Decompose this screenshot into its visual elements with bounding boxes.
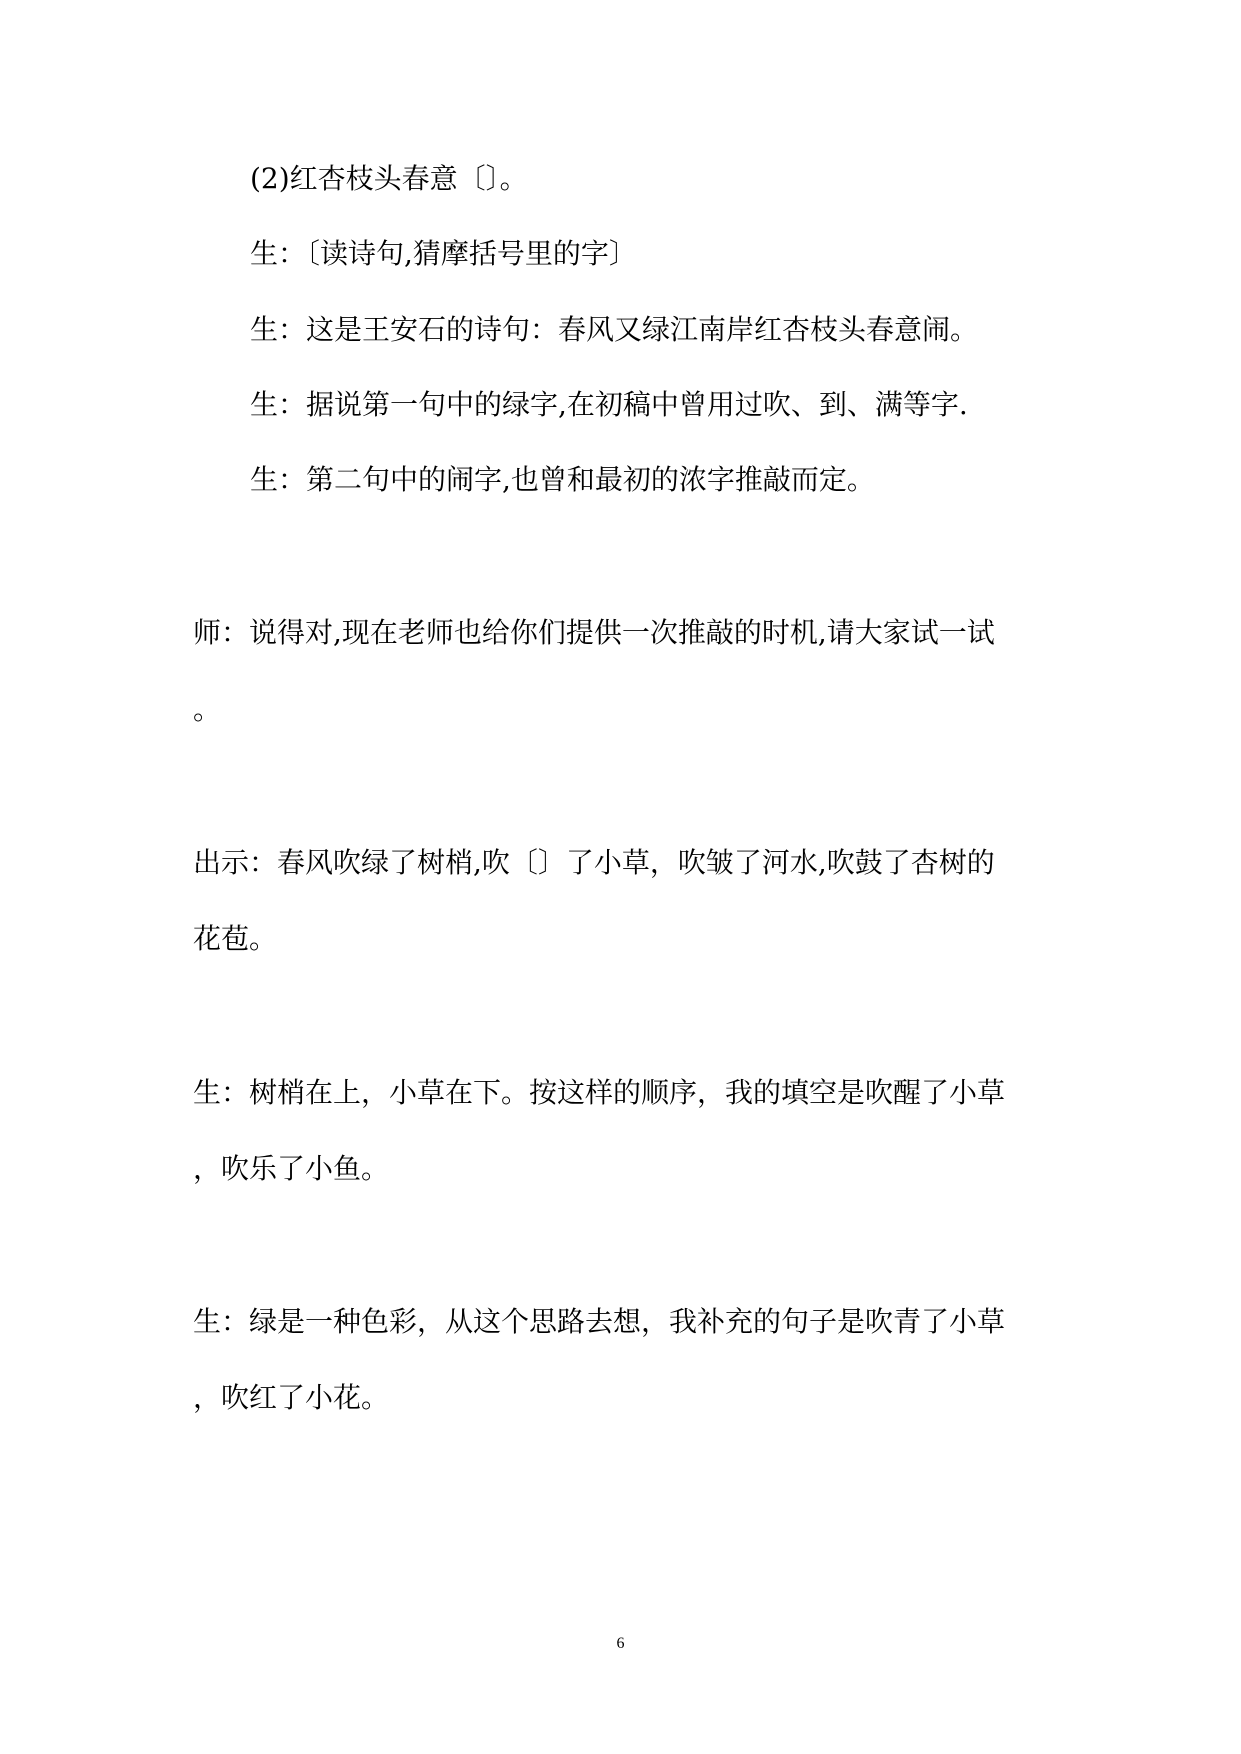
indented-line: 生：这是王安石的诗句：春风又绿江南岸红杏枝头春意闹。	[250, 313, 979, 346]
indented-line: 生：〔读诗句,猜摩括号里的字〕	[250, 237, 637, 270]
paragraph-line: ，吹乐了小鱼。	[193, 1152, 390, 1185]
paragraph-line: 出示：春风吹绿了树梢,吹〔〕了小草，吹皱了河水,吹鼓了杏树的	[193, 846, 995, 879]
paragraph-line: 生：树梢在上，小草在下。按这样的顺序，我的填空是吹醒了小草	[193, 1076, 1006, 1109]
paragraph-line: 师：说得对,现在老师也给你们提供一次推敲的时机,请大家试一试	[193, 616, 995, 649]
paragraph-line: 生：绿是一种色彩，从这个思路去想，我补充的句子是吹青了小草	[193, 1305, 1006, 1338]
indented-line: 生：据说第一句中的绿字,在初稿中曾用过吹、到、满等字.	[250, 388, 968, 421]
indented-line: (2)红杏枝头春意〔〕。	[250, 162, 528, 195]
indented-line: 生：第二句中的闹字,也曾和最初的浓字推敲而定。	[250, 463, 875, 496]
paragraph-line: 。	[193, 693, 222, 726]
page-number: 6	[616, 1635, 625, 1652]
paragraph-line: 花苞。	[193, 922, 278, 955]
paragraph-line: ，吹红了小花。	[193, 1381, 390, 1414]
